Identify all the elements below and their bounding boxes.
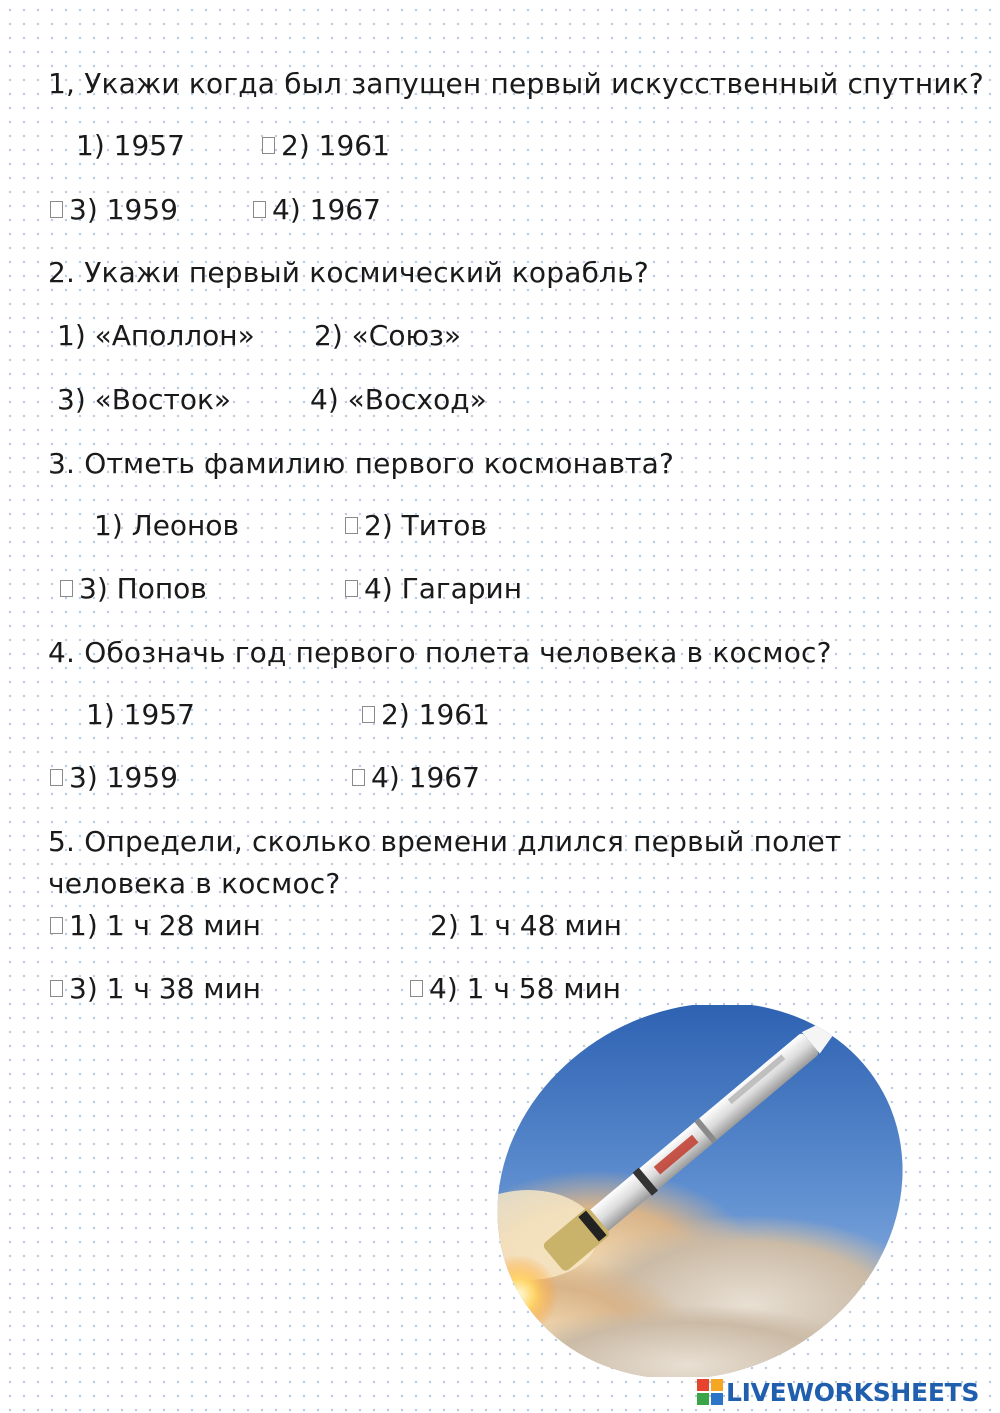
question-4-text: 4. Обозначь год первого полета человека в космос? xyxy=(48,636,832,669)
checkbox[interactable] xyxy=(345,517,358,534)
checkbox[interactable] xyxy=(410,980,423,997)
q2-option-4[interactable]: 4) «Восход» xyxy=(310,383,487,416)
question-1-text: 1, Укажи когда был запущен первый искусственный спутник? xyxy=(48,67,984,100)
checkbox[interactable] xyxy=(50,769,63,786)
brand-name: LIVEWORKSHEETS xyxy=(726,1377,980,1407)
checkbox[interactable] xyxy=(352,769,365,786)
question-2-text: 2. Укажи первый космический корабль? xyxy=(48,256,649,289)
liveworksheets-logo-icon xyxy=(697,1379,723,1405)
q5-option-2[interactable]: 2) 1 ч 48 мин xyxy=(430,909,622,942)
q4-option-1[interactable]: 1) 1957 xyxy=(86,698,195,731)
checkbox[interactable] xyxy=(50,917,63,934)
checkbox[interactable] xyxy=(253,201,266,218)
q4-option-2[interactable]: 2) 1961 xyxy=(362,701,490,729)
q4-option-3[interactable]: 3) 1959 xyxy=(50,764,178,792)
q3-option-1[interactable]: 1) Леонов xyxy=(94,509,239,542)
q2-option-3[interactable]: 3) «Восток» xyxy=(57,383,231,416)
q3-option-3[interactable]: 3) Попов xyxy=(60,575,207,603)
q2-option-2[interactable]: 2) «Союз» xyxy=(314,319,462,352)
checkbox[interactable] xyxy=(50,980,63,997)
liveworksheets-logo xyxy=(697,1378,979,1406)
q1-option-2[interactable]: 2) 1961 xyxy=(262,132,390,160)
question-5-text-line-2: человека в космос? xyxy=(48,867,341,900)
q5-option-3[interactable]: 3) 1 ч 38 мин xyxy=(50,975,261,1003)
q5-option-4[interactable]: 4) 1 ч 58 мин xyxy=(410,975,621,1003)
question-5-text-line-1: 5. Определи, сколько времени длился первый полет xyxy=(48,825,842,858)
question-3-text: 3. Отметь фамилию первого космонавта? xyxy=(48,447,675,480)
checkbox[interactable] xyxy=(60,580,73,597)
q1-option-1[interactable]: 1) 1957 xyxy=(76,129,185,162)
q5-option-1[interactable]: 1) 1 ч 28 мин xyxy=(50,912,261,940)
checkbox[interactable] xyxy=(262,137,275,154)
q3-option-2[interactable]: 2) Титов xyxy=(345,512,487,540)
q3-option-4[interactable]: 4) Гагарин xyxy=(345,575,522,603)
checkbox[interactable] xyxy=(50,201,63,218)
q1-option-3[interactable]: 3) 1959 xyxy=(50,196,178,224)
q2-option-1[interactable]: 1) «Аполлон» xyxy=(57,319,255,352)
q1-option-4[interactable]: 4) 1967 xyxy=(253,196,381,224)
checkbox[interactable] xyxy=(345,580,358,597)
checkbox[interactable] xyxy=(362,706,375,723)
rocket-launch-image xyxy=(488,1005,912,1377)
q4-option-4[interactable]: 4) 1967 xyxy=(352,764,480,792)
